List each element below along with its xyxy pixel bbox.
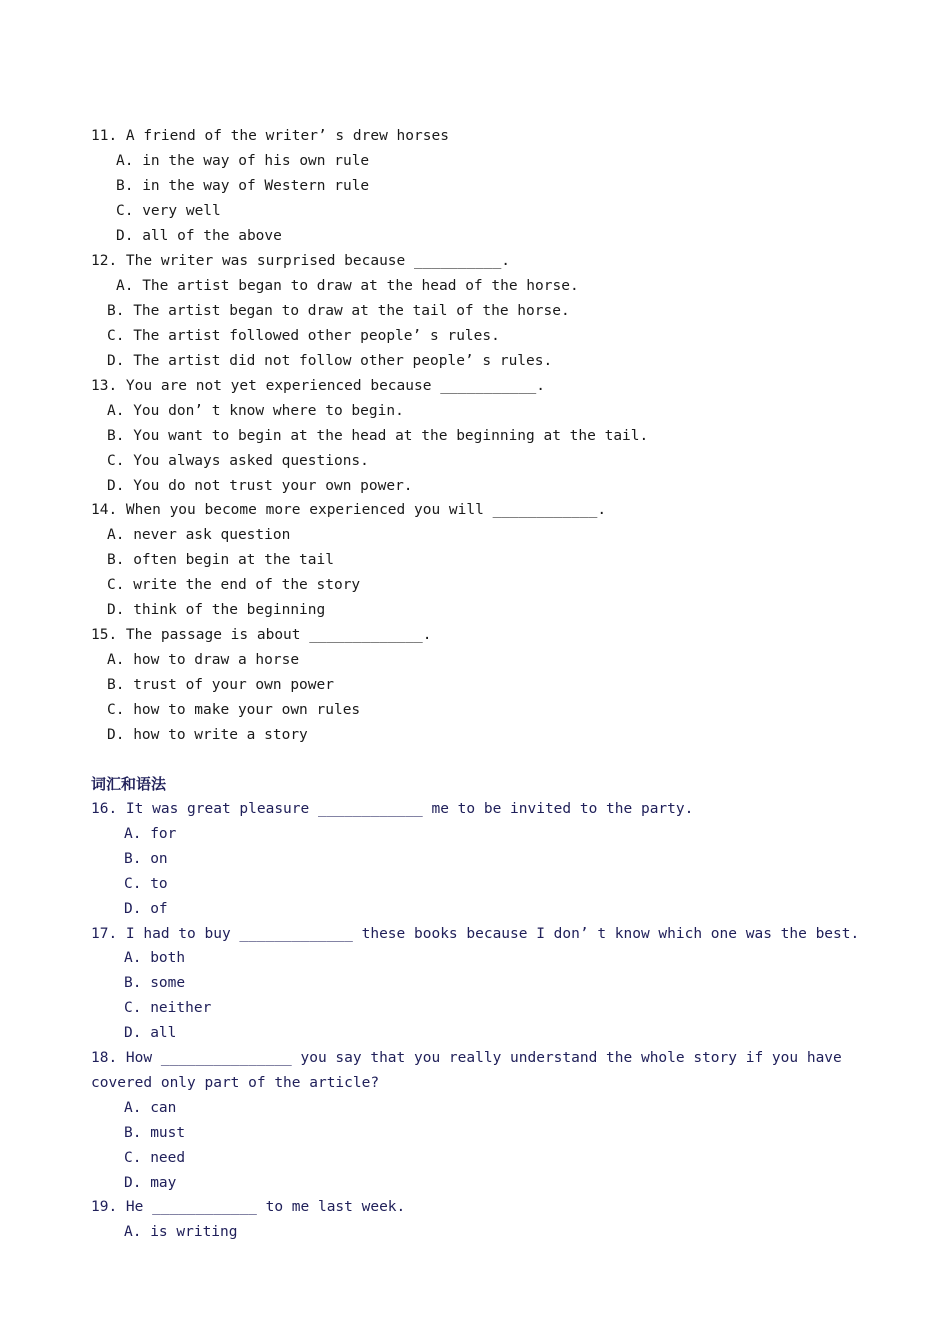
option-12c: C. The artist followed other people’ s rules. [107,328,500,344]
option-18b: B. must [124,1125,186,1141]
option-11d: D. all of the above [116,228,282,244]
option-18c: C. need [124,1150,186,1166]
option-14d: D. think of the beginning [107,602,326,618]
option-15d: D. how to write a story [107,727,308,743]
option-11c: C. very well [116,203,221,219]
option-16d: D. of [124,901,168,917]
option-17c: C. neither [124,1000,212,1016]
question-18-continued: covered only part of the article? [91,1075,380,1091]
option-13d: D. You do not trust your own power. [107,478,413,494]
option-15a: A. how to draw a horse [107,652,300,668]
section-heading: 词汇和语法 [91,775,167,793]
question-18: 18. How _______________ you say that you really understand the whole story if you have [91,1050,842,1066]
option-17d: D. all [124,1025,177,1041]
option-15c: C. how to make your own rules [107,702,361,718]
option-17b: B. some [124,975,186,991]
option-18a: A. can [124,1100,177,1116]
option-15b: B. trust of your own power [107,677,334,693]
option-14a: A. never ask question [107,527,291,543]
option-13b: B. You want to begin at the head at the beginning at the tail. [107,428,649,444]
option-11a: A. in the way of his own rule [116,153,370,169]
question-11: 11. A friend of the writer’ s drew horses [91,128,449,144]
question-17: 17. I had to buy _____________ these books because I don’ t know which one was the best. [91,926,860,942]
question-16: 16. It was great pleasure ____________ me to be invited to the party. [91,801,694,817]
option-17a: A. both [124,950,186,966]
question-12: 12. The writer was surprised because __________. [91,253,511,269]
option-12d: D. The artist did not follow other people’ s rules. [107,353,553,369]
option-16a: A. for [124,826,177,842]
option-14b: B. often begin at the tail [107,552,334,568]
option-16b: B. on [124,851,168,867]
option-19a: A. is writing [124,1224,238,1240]
question-13: 13. You are not yet experienced because ___________. [91,378,545,394]
question-14: 14. When you become more experienced you will ____________. [91,502,607,518]
option-18d: D. may [124,1175,177,1191]
option-13c: C. You always asked questions. [107,453,369,469]
question-19: 19. He ____________ to me last week. [91,1199,406,1215]
option-16c: C. to [124,876,168,892]
question-15: 15. The passage is about _____________. [91,627,432,643]
option-13a: A. You don’ t know where to begin. [107,403,404,419]
option-14c: C. write the end of the story [107,577,361,593]
option-12b: B. The artist began to draw at the tail of the horse. [107,303,570,319]
option-11b: B. in the way of Western rule [116,178,370,194]
option-12a: A. The artist began to draw at the head of the horse. [116,278,579,294]
